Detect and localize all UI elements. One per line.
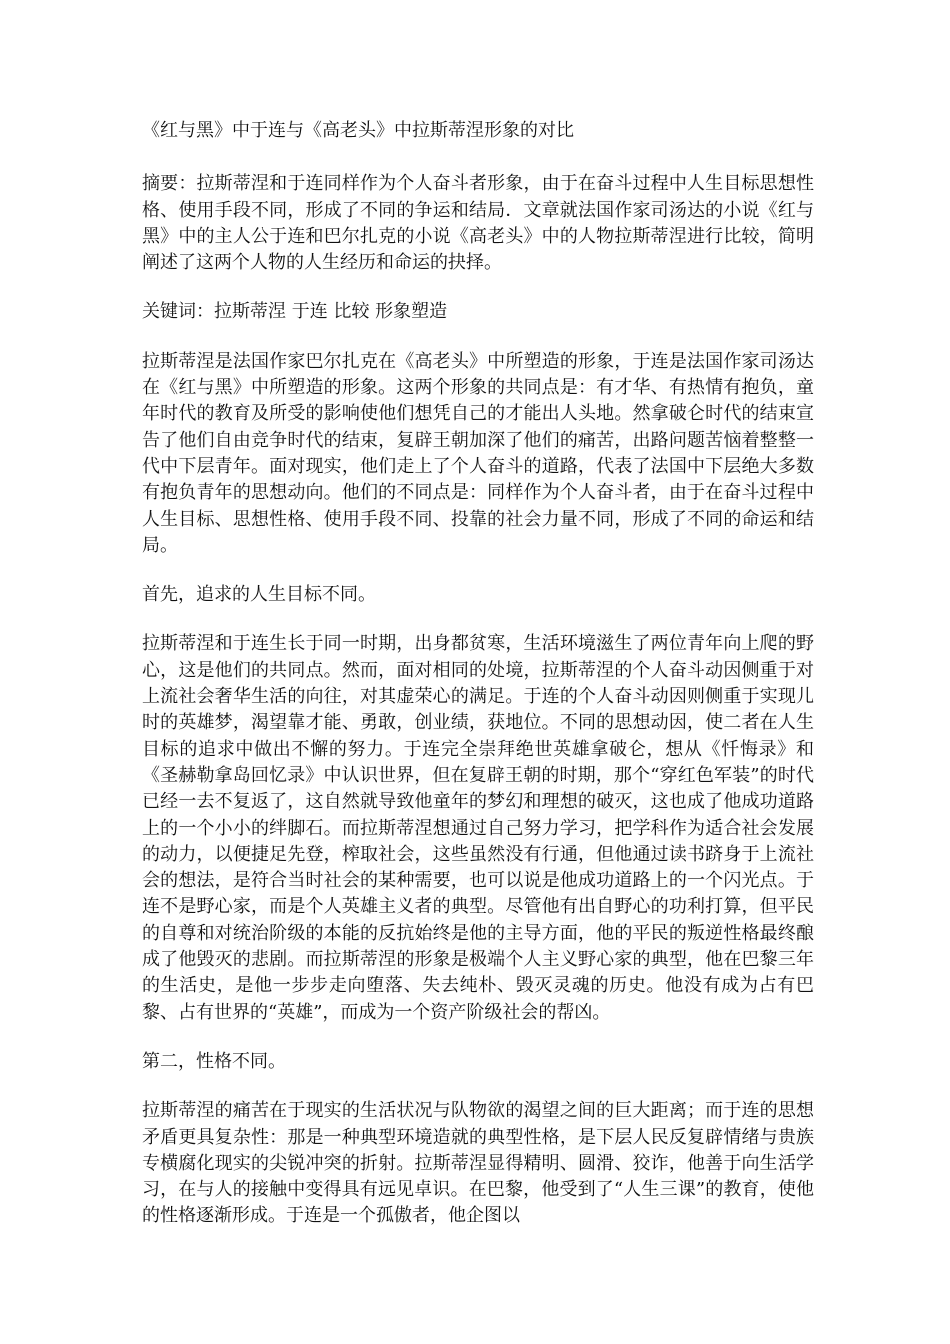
body-paragraph-goals: 拉斯蒂涅和于连生长于同一时期，出身都贫寒，生活环境滋生了两位青年向上爬的野心，这是他们的共同点。然而，面对相同的处境，拉斯蒂涅的个人奋斗动因侧重于对上流社会奢华生活的向往，对其虚荣心的满足。于连的个人奋斗动因则侧重于实现儿时的英雄梦，渴望靠才能、勇敢，创业绩，获地位。不同的思想动因，使二者在人生目标的追求中做出不懈的努力。于连完全崇拜绝世英雄拿破仑，想从《忏悔录》和《圣赫勒拿岛回忆录》中认识世界，但在复辟王朝的时期，那个“穿红色军装”的时代已经一去不复返了，这自然就导致他童年的梦幻和理想的破灭，这也成了他成功道路上的一个小小的绊脚石。而拉斯蒂涅想通过自己努力学习，把学科作为适合社会发展的动力，以便捷足先登，榨取社会，这些虽然没有行通，但他通过读书跻身于上流社会的想法，是符合当时社会的某种需要，也可以说是他成功道路上的一个闪光点。于连不是野心家，而是个人英雄主义者的典型。尽管他有出自野心的功利打算，但平民的自尊和对统治阶级的本能的反抗始终是他的主导方面，他的平民的叛逆性格最终酿成了他毁灭的悲剧。而拉斯蒂涅的形象是极端个人主义野心家的典型，他在巴黎三年的生活史，是他一步步走向堕落、失去纯朴、毁灭灵魂的历史。他没有成为占有巴黎、占有世界的“英雄”，而成为一个资产阶级社会的帮凶。 (142, 633, 814, 1023)
body-paragraph-intro: 拉斯蒂涅是法国作家巴尔扎克在《高老头》中所塑造的形象，于连是法国作家司汤达在《红与黑》中所塑造的形象。这两个形象的共同点是：有才华、有热情有抱负，童年时代的教育及所受的影响使他们想凭自己的才能出人头地。然拿破仑时代的结束宣告了他们自由竞争时代的结束，复辟王朝加深了他们的痛苦，出路问题苦恼着整整一代中下层青年。面对现实，他们走上了个人奋斗的道路，代表了法国中下层绝大多数有抱负青年的思想动向。他们的不同点是：同样作为个人奋斗者，由于在奋斗过程中人生目标、思想性格、使用手段不同、投靠的社会力量不同，形成了不同的命运和结局。 (142, 350, 814, 556)
document-page (142, 118, 814, 1253)
section-heading-character: 第二，性格不同。 (142, 1050, 286, 1072)
keywords-line: 关键词：拉斯蒂涅 于连 比较 形象塑造 (142, 301, 448, 323)
abstract-paragraph: 摘要：拉斯蒂涅和于连同样作为个人奋斗者形象，由于在奋斗过程中人生目标思想性格、使用手段不同，形成了不同的争运和结局．文章就法国作家司汤达的小说《红与黑》中的主人公于连和巴尔扎克的小说《高老头》中的人物拉斯蒂涅进行比较，简明阐述了这两个人物的人生经历和命运的抉择。 (142, 173, 814, 274)
section-heading-goals: 首先，追求的人生目标不同。 (142, 584, 376, 606)
document-title: 《红与黑》中于连与《高老头》中拉斯蒂涅形象的对比 (142, 120, 574, 141)
body-paragraph-character: 拉斯蒂涅的痛苦在于现实的生活状况与队物欲的渴望之间的巨大距离；而于连的思想矛盾更具复杂性：那是一种典型环境造就的典型性格，是下层人民反复辟情绪与贵族专横腐化现实的尖锐冲突的折射。拉斯蒂涅显得精明、圆滑、狡诈，他善于向生活学习，在与人的接触中变得具有远见卓识。在巴黎，他受到了“人生三课”的教育，使他的性格逐渐形成。于连是一个孤傲者，他企图以 (142, 1100, 814, 1227)
